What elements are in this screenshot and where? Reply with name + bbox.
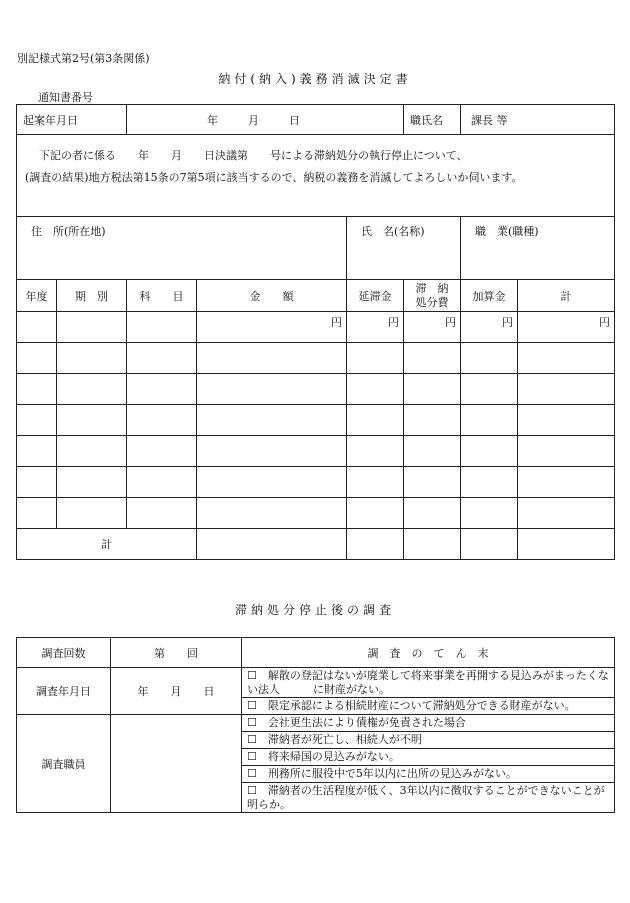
cell[interactable] xyxy=(57,467,127,498)
yen-unit: 円 xyxy=(388,316,399,329)
job-title-label: 職氏名 xyxy=(404,105,461,135)
document-title: 納付(納入)義務消滅決定書 xyxy=(218,72,412,86)
cell[interactable] xyxy=(57,498,127,529)
name-field[interactable] xyxy=(347,217,461,280)
cell[interactable] xyxy=(127,312,197,343)
count-value[interactable]: 第 回 xyxy=(111,638,242,668)
total-sum-cell[interactable] xyxy=(518,529,615,560)
yen-unit: 円 xyxy=(599,316,610,329)
form-id: 別記様式第2号(第3条関係) xyxy=(17,52,150,65)
total-disposal-fee-cell[interactable] xyxy=(404,529,461,560)
result-label: 調 査 の て ん 末 xyxy=(242,638,615,668)
col-total: 計 xyxy=(518,280,615,312)
option-item[interactable]: ☐ 限定承認による相続財産について滞納処分できる財産がない。 xyxy=(242,698,615,715)
notice-number-label: 通知書番号 xyxy=(38,91,93,104)
cell[interactable] xyxy=(57,312,127,343)
date-value[interactable]: 年 月 日 xyxy=(111,668,242,715)
table-row xyxy=(17,498,615,529)
cell[interactable] xyxy=(347,343,404,374)
date-month-label: 月 xyxy=(248,113,259,127)
cell[interactable] xyxy=(347,498,404,529)
cell[interactable] xyxy=(518,405,615,436)
cell[interactable] xyxy=(17,436,57,467)
cell[interactable] xyxy=(404,498,461,529)
cell[interactable] xyxy=(197,436,347,467)
cell[interactable] xyxy=(461,498,518,529)
cell[interactable] xyxy=(461,467,518,498)
col-disposal-fee-line2: 処分費 xyxy=(415,295,449,309)
paragraph-line-1: 下記の者に係る 年 月 日決議第 号による滞納処分の執行停止について、 xyxy=(39,149,468,162)
total-row xyxy=(17,529,615,560)
option-item[interactable]: ☐ 刑務所に服役中で5年以内に出所の見込みがない。 xyxy=(242,766,615,783)
cell[interactable] xyxy=(404,374,461,405)
cell[interactable] xyxy=(17,312,57,343)
cell[interactable] xyxy=(461,405,518,436)
cell[interactable] xyxy=(461,343,518,374)
cell[interactable] xyxy=(347,436,404,467)
cell[interactable] xyxy=(197,343,347,374)
paragraph-line-2: (調査の結果)地方税法第15条の7第5項に該当するので、納税の義務を消滅してよろしいか伺います。 xyxy=(25,171,523,184)
cell[interactable] xyxy=(461,436,518,467)
job-title-value[interactable]: 課長 等 xyxy=(461,105,615,135)
col-item: 科 目 xyxy=(127,280,197,312)
total-late-fee-cell[interactable] xyxy=(347,529,404,560)
cell[interactable] xyxy=(518,343,615,374)
cell[interactable] xyxy=(347,405,404,436)
cell[interactable] xyxy=(127,467,197,498)
col-period: 期 別 xyxy=(57,280,127,312)
cell[interactable] xyxy=(57,436,127,467)
cell[interactable] xyxy=(127,436,197,467)
amount-yen-cell[interactable] xyxy=(197,312,347,343)
cell[interactable] xyxy=(404,467,461,498)
date-day-label: 日 xyxy=(289,113,300,127)
cell[interactable] xyxy=(17,343,57,374)
occupation-label: 職 業(職種) xyxy=(475,225,539,238)
cell[interactable] xyxy=(404,436,461,467)
col-additional-tax: 加算金 xyxy=(461,280,518,312)
staff-label: 調査職員 xyxy=(17,715,111,813)
yen-unit: 円 xyxy=(502,316,513,329)
cell[interactable] xyxy=(17,467,57,498)
cell[interactable] xyxy=(127,405,197,436)
cell[interactable] xyxy=(197,467,347,498)
table-row xyxy=(17,467,615,498)
disposal-fee-yen-cell[interactable] xyxy=(404,312,461,343)
cell[interactable] xyxy=(404,343,461,374)
option-item[interactable]: ☐ 解散の登記はないが廃業して将来事業を再開する見込みがまったくない法人 に財産がない。 xyxy=(242,668,615,698)
cell[interactable] xyxy=(17,498,57,529)
name-label: 氏 名(名称) xyxy=(361,225,425,238)
address-field[interactable] xyxy=(17,217,347,280)
cell[interactable] xyxy=(347,467,404,498)
staff-value[interactable] xyxy=(111,715,242,813)
investigation-table xyxy=(16,637,615,813)
cell[interactable] xyxy=(57,374,127,405)
occupation-field[interactable] xyxy=(461,217,615,280)
total-additional-tax-cell[interactable] xyxy=(461,529,518,560)
col-amount: 金 額 xyxy=(197,280,347,312)
cell[interactable] xyxy=(461,374,518,405)
cell[interactable] xyxy=(518,467,615,498)
total-amount-cell[interactable] xyxy=(197,529,347,560)
cell[interactable] xyxy=(197,405,347,436)
cell[interactable] xyxy=(127,374,197,405)
cell[interactable] xyxy=(197,498,347,529)
address-label: 住 所(所在地) xyxy=(31,225,106,238)
col-disposal-fee xyxy=(404,280,461,312)
cell[interactable] xyxy=(57,343,127,374)
count-label: 調査回数 xyxy=(17,638,111,668)
cell[interactable] xyxy=(518,436,615,467)
date-year-label: 年 xyxy=(207,113,218,127)
col-disposal-fee-line1: 滞 納 xyxy=(415,281,449,295)
table-row xyxy=(17,374,615,405)
draft-date-label: 起案年月日 xyxy=(17,105,127,135)
total-yen-cell[interactable] xyxy=(518,312,615,343)
cell[interactable] xyxy=(127,343,197,374)
cell[interactable] xyxy=(347,374,404,405)
decision-form-table xyxy=(16,104,615,560)
cell[interactable] xyxy=(518,374,615,405)
cell[interactable] xyxy=(518,498,615,529)
cell[interactable] xyxy=(404,405,461,436)
table-row xyxy=(17,343,615,374)
option-item[interactable]: ☐ 会社更生法により債権が免責された場合 xyxy=(242,715,615,732)
col-late-fee: 延滞金 xyxy=(347,280,404,312)
yen-unit: 円 xyxy=(445,316,456,329)
table-row xyxy=(17,405,615,436)
yen-unit: 円 xyxy=(331,316,342,329)
cell[interactable] xyxy=(127,498,197,529)
additional-tax-yen-cell[interactable] xyxy=(461,312,518,343)
request-paragraph xyxy=(17,135,615,217)
total-label: 計 xyxy=(17,529,197,560)
cell[interactable] xyxy=(17,374,57,405)
draft-date-field[interactable] xyxy=(127,105,404,135)
late-fee-yen-cell[interactable] xyxy=(347,312,404,343)
cell[interactable] xyxy=(197,374,347,405)
cell[interactable] xyxy=(57,405,127,436)
col-year: 年度 xyxy=(17,280,57,312)
table-row xyxy=(17,312,615,343)
cell[interactable] xyxy=(17,405,57,436)
table-row xyxy=(17,436,615,467)
option-item[interactable]: ☐ 将来帰国の見込みがない。 xyxy=(242,749,615,766)
option-item[interactable]: ☐ 滞納者が死亡し、相続人が不明 xyxy=(242,732,615,749)
investigation-title: 滞納処分停止後の調査 xyxy=(234,603,395,617)
date-label: 調査年月日 xyxy=(17,668,111,715)
option-item[interactable]: ☐ 滞納者の生活程度が低く、3年以内に徴収することができないことが明らか。 xyxy=(242,783,615,813)
